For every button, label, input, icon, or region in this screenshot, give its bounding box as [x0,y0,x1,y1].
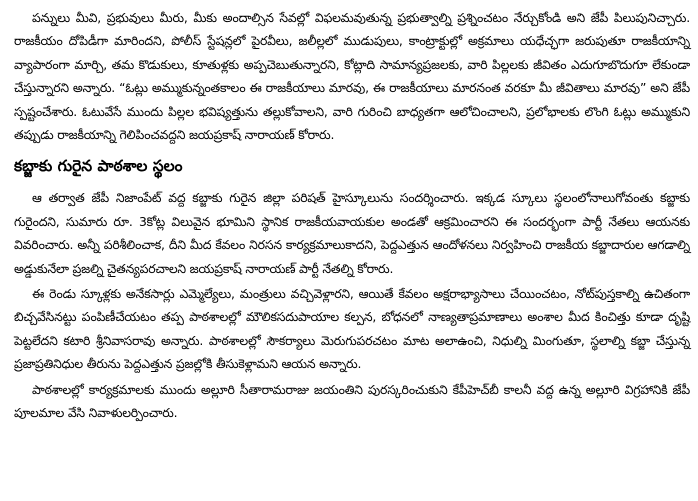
article-paragraph: పాఠశాలల్లో కార్యక్రమాలకు ముందు అల్లూరి సీతారామరాజు జయంతిని పురస్కరించుకుని కేపీహెచ్‌బీ కాలనీ వద్ద ఉన్న అల్లూరి విగ్రహానికి జేపీ పూలమాల వేసి నివాళులర్పించారు. [14,381,690,421]
article-paragraph: ఆ తర్వాత జేపీ నిజాంపేట్ వద్ద కబ్జాకు గురైన జిల్లా పరిషత్ హైస్కూలును సందర్శించారు. ఇక్కడ స్కూలు స్థలంలోనాలుగోవంతు కబ్జాకు గురైందని, సుమారు రూ. 3కోట్ల విలువైన భూమిని స్థానిక రాజకీయవాయకుల అండతో ఆక్రమించారని ఈ సందర్భంగా పార్టీ నేతలు ఆయనకు వివరించారు. అన్నీ పరిశీలించాక, దీని మీద కేవలం నిరసన కార్యక్రమాలుకాదని, పెద్దఎత్తున ఆందోళనలు నిర్వహించి రాజకీయ కబ్జాదారుల ఆగడాల్ని అడ్డుకునేలా ప్రజల్ని చైతన్యపరచాలని జయప్రకాష్ నారాయణ్ పార్టీ నేతల్ని కోరారు. [14,190,690,276]
article-paragraph: పన్నులు మీవి, ప్రభువులు మీరు, మీకు అందాల్సిన సేవల్లో విఫలమవుతున్న ప్రభుత్వాల్ని ప్రశ్నించటం నేర్చుకోండి అని జేపీ పిలుపునిచ్చారు. రాజకీయం దోపిడీగా మారిందని, పోలీస్ స్టేషన్లలో పైరవీలు, జలీల్లలో ముడుపులు, కాంట్రాక్టుల్లో అక్రమాలు యధేచ్ఛగా జరుపుతూ రాజకీయాన్ని వ్యాపారంగా మార్చి, తమ కొడుకులు, కూతుళ్లకు అప్పచెబుతున్నారని, కోట్లాది సామాన్యప్రజలకు, వారి పిల్లలకు జీవితం ఎదుగూబొదుగూ లేకుండా చేస్తున్నారని అన్నారు. “ఓట్లు అమ్ముకున్నంతకాలం ఈ రాజకీయాలు మారవు, ఈ రాజకీయాలు మారనంత వరకూ మీ జీవితాలు మారవు” అని జేపీ స్పష్టంచేశారు. ఓటువేసే ముందు పిల్లల భవిష్యత్తును తల్లుకోవాలని, వారి గురించి బాధ్యతగా ఆలోచించాలని, ప్రలోభాలకు లొంగి ఓట్లు అమ్ముకుని తప్పుడు రాజకీయాన్ని గెలిపించవద్దని జయప్రకాష్ నారాయణ్ కోరారు. [14,10,690,143]
section-heading: కబ్జాకు గురైన పాఠశాల స్థలం [14,157,183,176]
article-paragraph: ఈ రెండు స్కూళ్లకు అనేకసార్లు ఎమ్మెల్యేలు, మంత్రులు వచ్చివెళ్లారని, ఆయితే కేవలం అక్షరాభ్యాసాలు చేయించటం, నోట్‌పుస్తకాల్ని ఉచితంగా బిచ్చవేసినట్టు పంపిణీచేయటం తప్ప పాఠశాలల్లో మౌలికసదుపాయాల కల్పన, బోధనలో నాణ్యతాప్రమాణాలు అంశాల మీద కించిత్తు కూడా దృష్టి పెట్టలేదని కటారి శ్రీనివాసరావు అన్నారు. పాఠశాలల్లో సౌకర్యాలు మెరుగుపరచటం మాట అలాఉంచి, నిధుల్ని మింగుతూ, స్థలాల్ని కబ్జా చేస్తున్న ప్రజాప్రతినిధుల తీరును పెద్దఎత్తున ప్రజల్లోకి తీసుకెళ్లామని ఆయన అన్నారు. [14,286,690,372]
